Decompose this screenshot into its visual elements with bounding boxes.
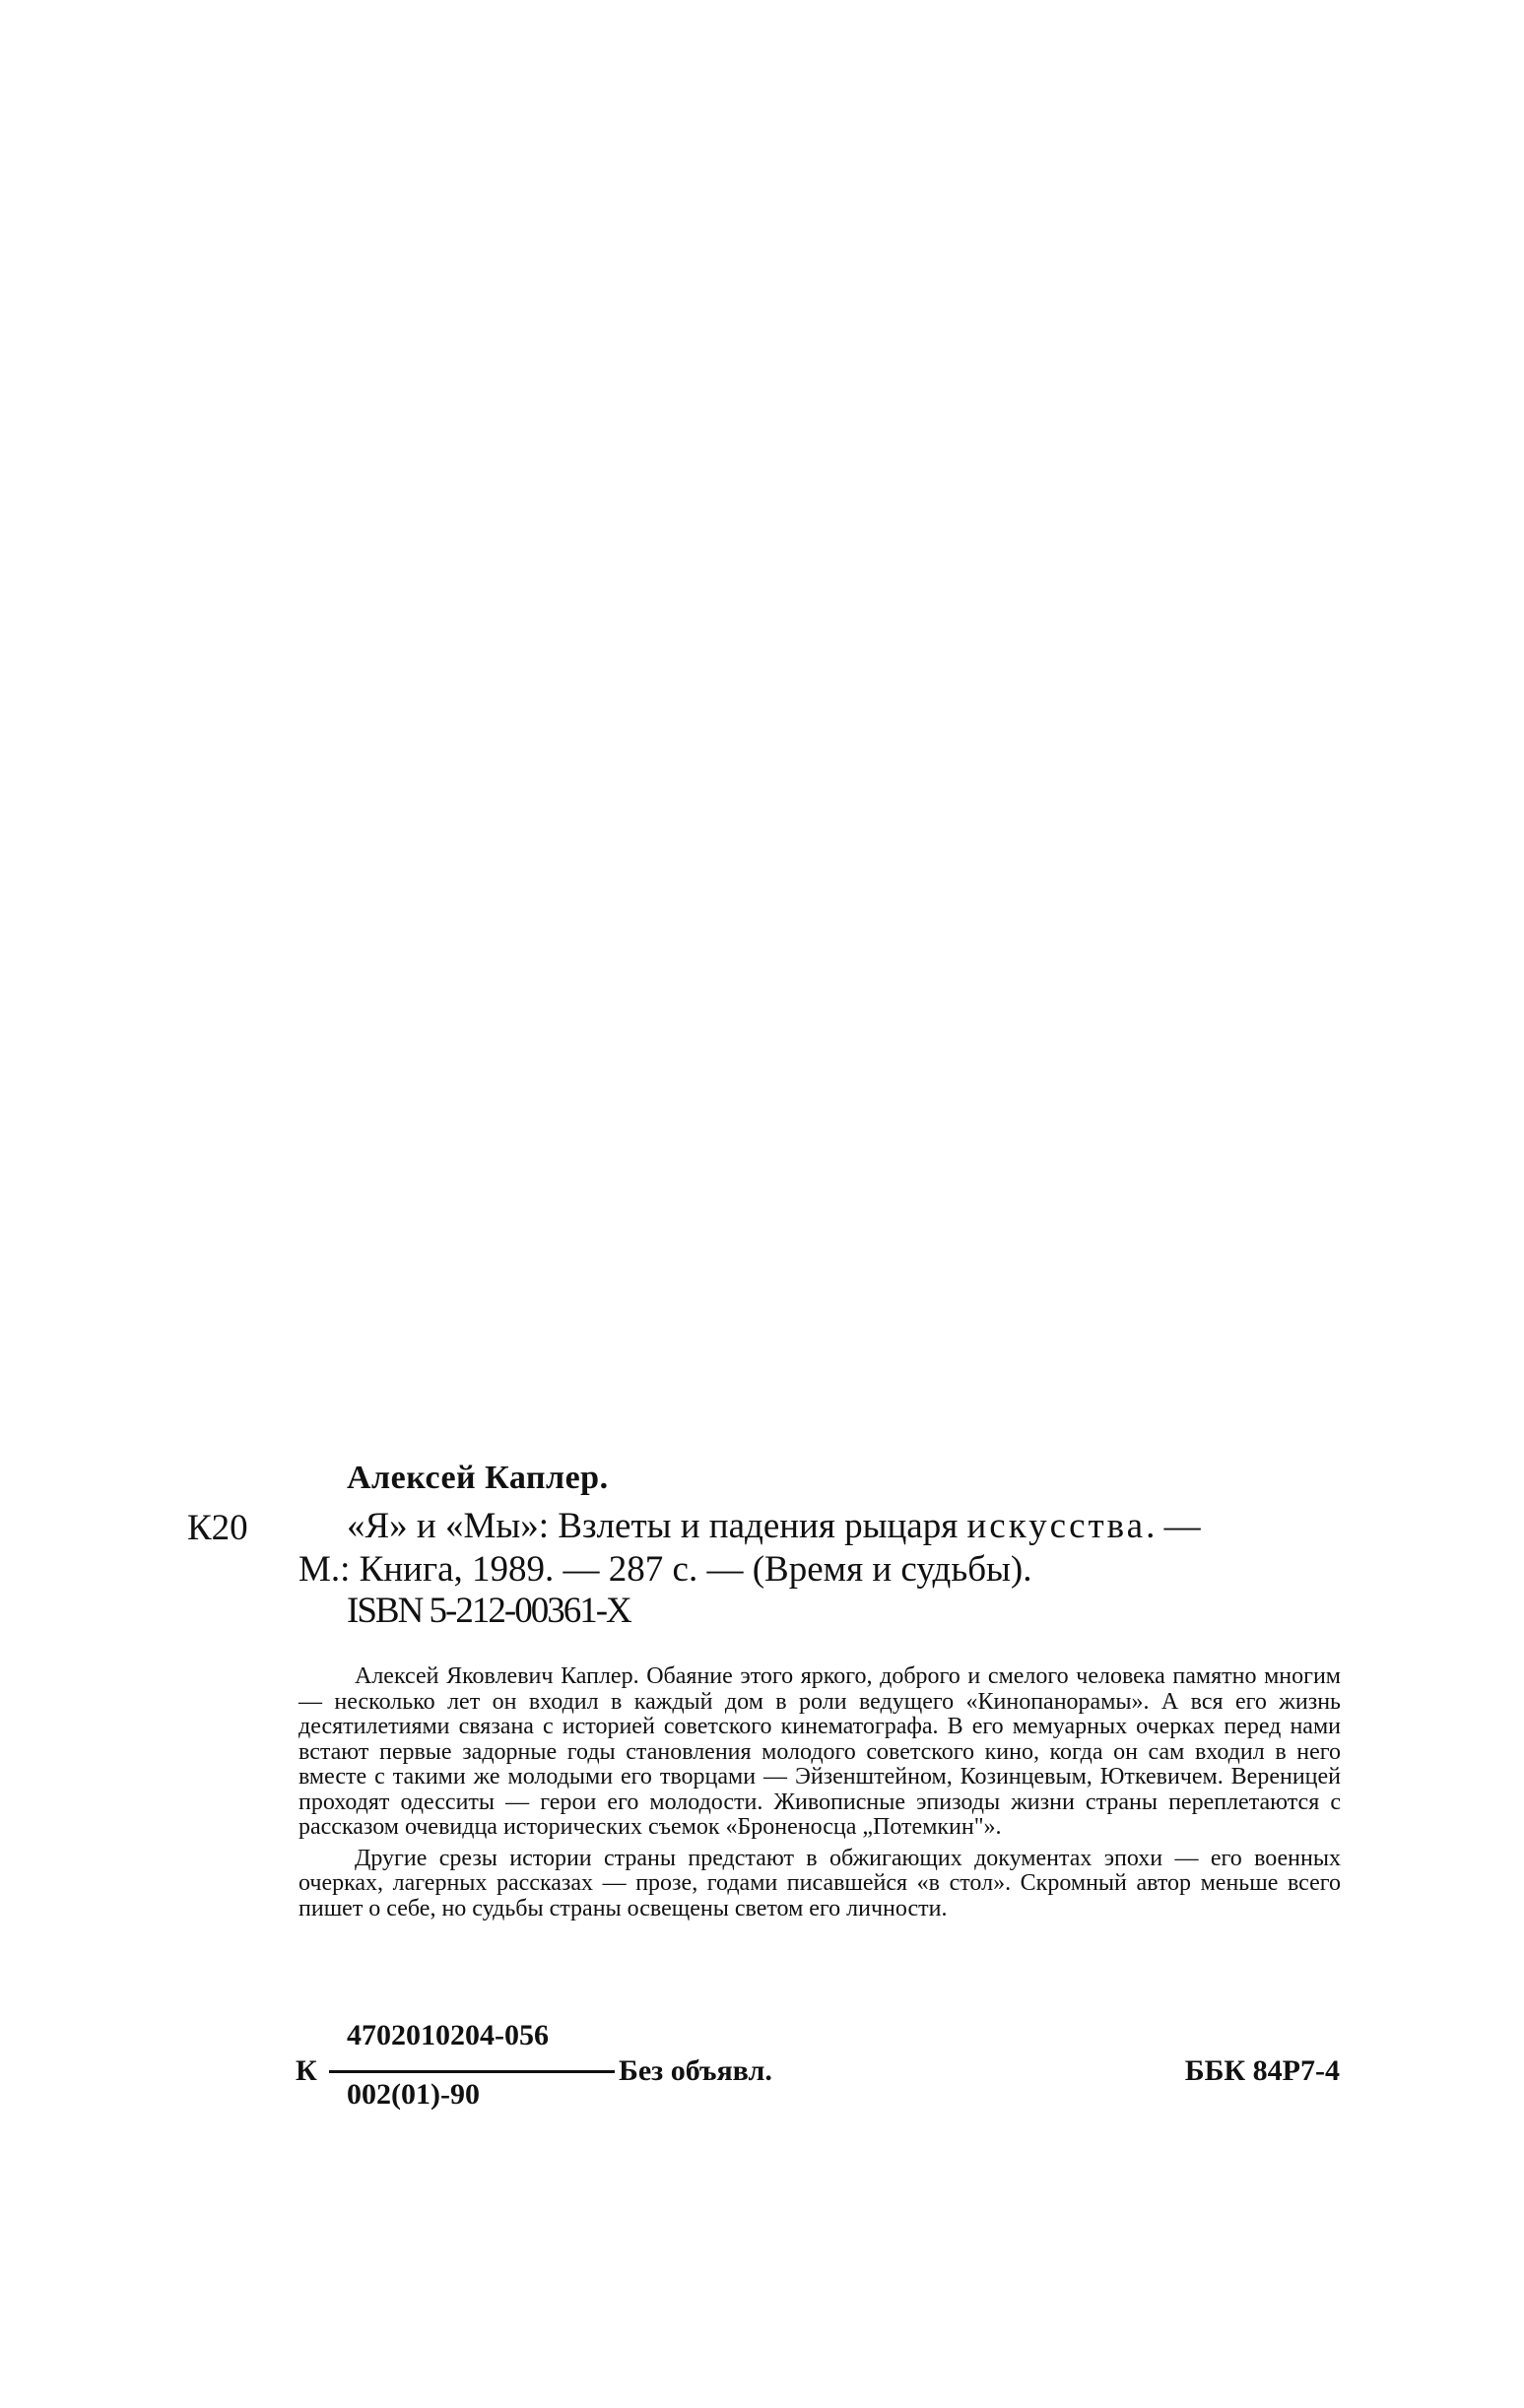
fraction-line bbox=[329, 2070, 615, 2073]
imprint-price: Без объявл. bbox=[619, 2054, 772, 2087]
book-title-spaced: искусства bbox=[966, 1506, 1147, 1546]
annotation-paragraph-1: Алексей Яковлевич Каплер. Обаяние этого яркого, доброго и смелого человека памятно многим — несколько лет он входил в каждый дом в роли ведущего «Кинопанорамы». А вся его жизнь десятилетиями связана с историей советского кинематографа. В его мемуарных очерках перед нами встают первые задорные годы становления молодого советского кино, когда он сам входил в него вместе с такими же молодыми его творцами — Эйзенштейном, Козинцевым, Юткевичем. Вереницей проходят одесситы — герои его молодости. Живописные эпизоды жизни страны переплетаются с рассказом очевидца исторических съемок «Броненосца „Потемкин"». bbox=[298, 1663, 1341, 1840]
imprint-denominator: 002(01)-90 bbox=[347, 2078, 480, 2111]
library-code: К20 bbox=[187, 1508, 248, 1548]
imprint-numerator: 4702010204-056 bbox=[347, 2019, 549, 2051]
annotation bbox=[298, 1664, 1341, 1921]
publication-info: М.: Книга, 1989. — 287 с. — (Время и судьбы). bbox=[298, 1549, 1032, 1590]
book-title-end: . — bbox=[1146, 1506, 1201, 1546]
imprint-letter: К bbox=[296, 2054, 317, 2087]
annotation-paragraph-2: Другие срезы истории страны предстают в обжигающих документах эпохи — его военных очерках, лагерных рассказах — прозе, годами писавшейся «в стол». Скромный автор меньше всего пишет о себе, но судьбы страны освещены светом его личности. bbox=[298, 1845, 1341, 1921]
isbn: ISBN 5-212-00361-X bbox=[347, 1591, 630, 1631]
book-title-main: «Я» и «Мы»: Взлеты и падения рыцаря bbox=[347, 1506, 967, 1546]
bbk-code: ББК 84Р7-4 bbox=[1184, 2054, 1340, 2087]
author-name: Алексей Каплер. bbox=[347, 1460, 609, 1496]
book-title bbox=[347, 1505, 1201, 1548]
imprint-line bbox=[296, 2017, 1340, 2115]
